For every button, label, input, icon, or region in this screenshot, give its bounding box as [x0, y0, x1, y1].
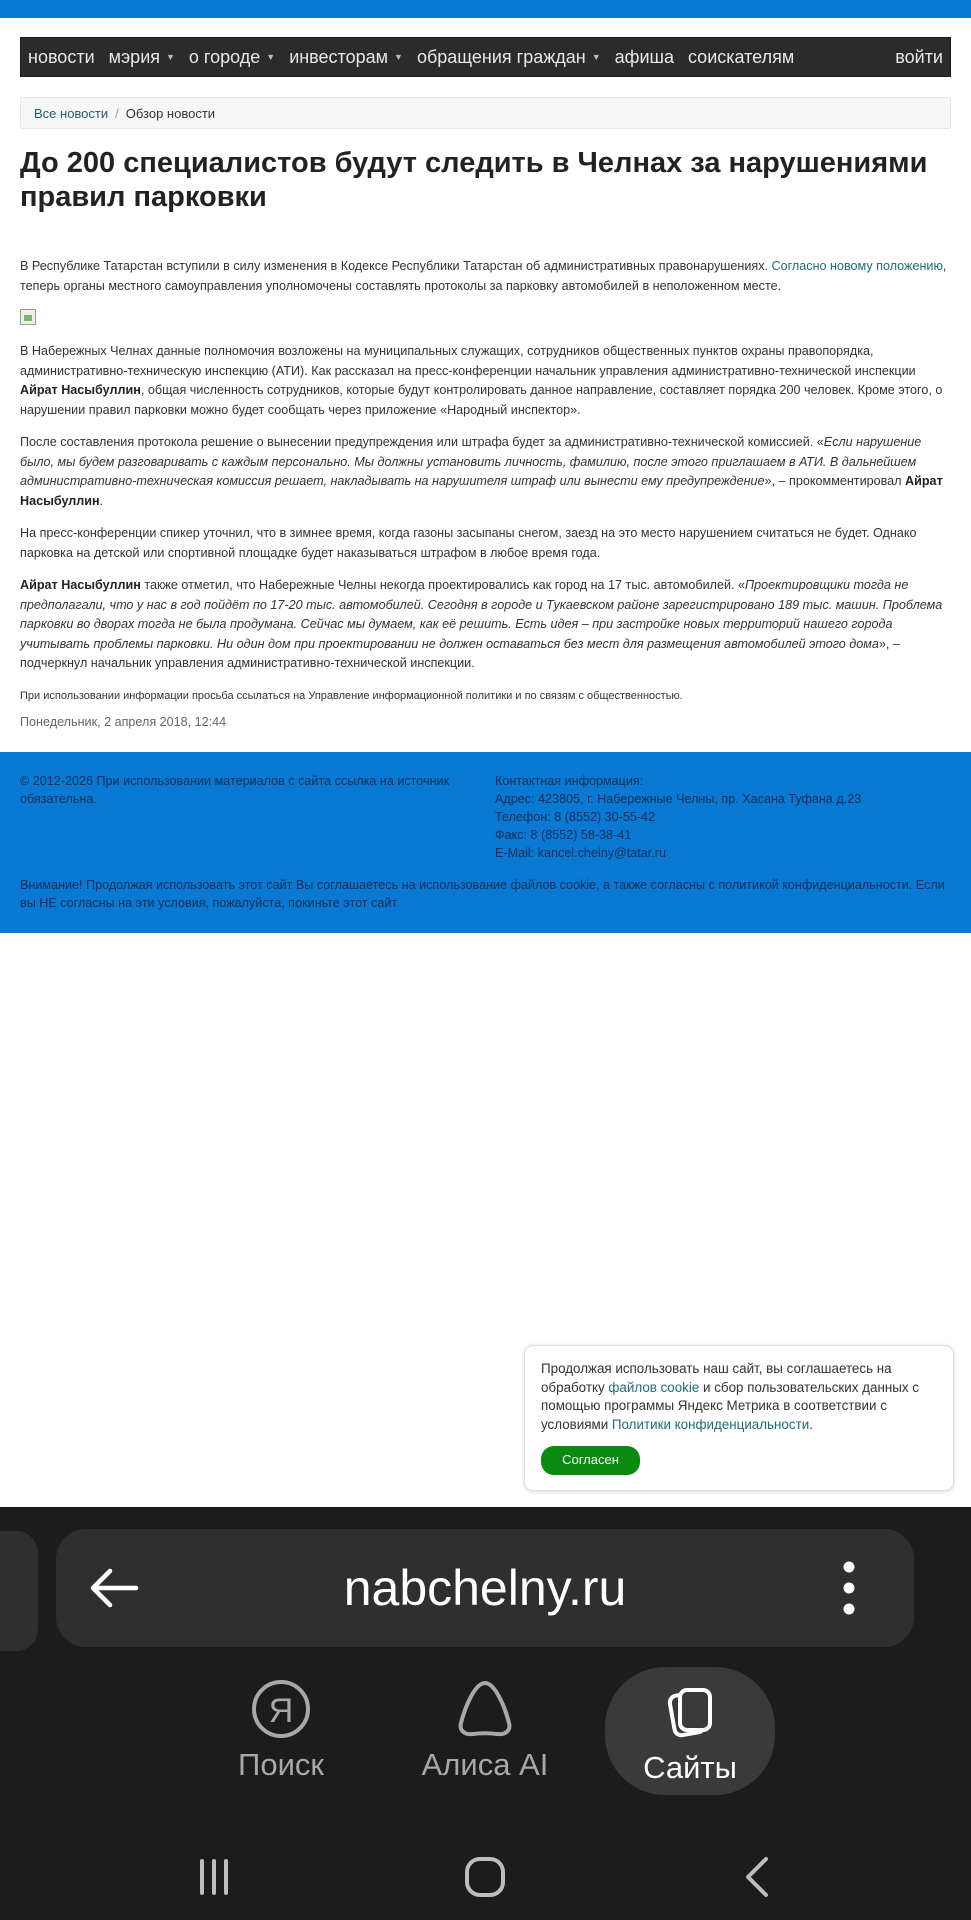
p2-text: В Набережных Челнах данные полномочия возложены на муниципальных служащих, сотрудников общественных пунктов охраны правопорядка, административно-техническую инспекцию (АТИ). Как рассказал на пресс-конференции начальник управления административно-технической инспекции [20, 344, 916, 378]
contacts-fax: Факс: 8 (8552) 58-38-41 [495, 828, 632, 842]
breadcrumb-current: Обзор новости [125, 105, 216, 121]
nav-item-events[interactable] [608, 47, 681, 68]
article-paragraph-1 [20, 257, 955, 296]
cookie-consent-popup [524, 1345, 954, 1491]
footer-contacts [495, 772, 955, 862]
regulation-link[interactable]: Согласно новому положению [771, 259, 943, 273]
caret-down-icon: ▼ [266, 52, 276, 62]
p1-tail: , теперь органы местного самоуправления уполномочены составлять протоколы за парковку автомобилей в неположенном месте. [20, 259, 947, 293]
accept-cookie-button[interactable]: Согласен [541, 1446, 640, 1475]
contacts-title: Контактная информация: [495, 774, 644, 788]
nav-item-jobs[interactable] [681, 47, 801, 68]
publish-date: Понедельник, 2 апреля 2018, 12:44 [20, 715, 227, 729]
tab-label: Поиск [238, 1747, 324, 1782]
main-navigation [20, 37, 951, 77]
alice-icon [453, 1677, 517, 1741]
nav-item-investors[interactable] [282, 47, 410, 68]
p2-tail: , общая численность сотрудников, которые будут контролировать данное направление, составляет порядка 200 человек. Кроме этого, о нарушении правил парковки можно будет сообщать через приложение «Народный инспектор». [20, 383, 943, 417]
attribution-note: При использовании информации просьба ссылаться на Управление информационной политики и по связям с общественностью. [20, 689, 683, 702]
p3-end: . [99, 493, 104, 508]
speaker-name: Айрат Насыбуллин [20, 474, 943, 508]
site-footer [0, 752, 971, 933]
tab-alice[interactable] [400, 1677, 570, 1787]
yandex-search-icon [249, 1677, 313, 1741]
cookie-files-link[interactable]: файлов cookie [608, 1379, 700, 1395]
nav-item-mayoralty[interactable] [102, 47, 182, 68]
contacts-phone: Телефон: 8 (8552) 30-55-42 [495, 810, 656, 824]
top-accent-bar [0, 0, 971, 18]
nav-item-label: о городе [188, 46, 261, 67]
nav-item-label: афиша [614, 46, 674, 67]
p1-text: В Республике Татарстан вступили в силу изменения в Кодексе Республики Татарстан об административных правонарушениях. [20, 259, 772, 273]
footer-copyright: © 2012-2026 При использовании материалов с сайта ссылка на источник обязательна. [20, 774, 450, 806]
address-bar[interactable] [56, 1529, 914, 1647]
tab-label: Сайты [643, 1750, 737, 1785]
breadcrumb-separator: / [115, 105, 119, 121]
p5-quote: Проектировщики тогда не предполагали, что у нас в год пойдёт по 17-20 тыс. автомобилей. Сегодня в городе и Тукаевском районе зарегистрировано 189 тыс. машин. Проблема парковки во дворах тогда не была продумана. Сейчас мы думаем, как её решить. Есть идея – при застройке новых территорий нашего города учитывать проблемы парковки. Ни один дом при проектировании не должен оставаться без мест для размещения автомобилей этого дома [20, 578, 943, 651]
cookie-text: и сбор пользовательских данных с помощью программы Яндекс Метрика в соответствии с условиями [541, 1379, 919, 1432]
nav-item-about-city[interactable] [182, 47, 282, 68]
p3-text: После составления протокола решение о вынесении предупреждения или штрафа будет за административно-технической комиссией. « [20, 435, 824, 449]
nav-item-appeals[interactable] [410, 47, 608, 68]
contacts-email: E-Mail: kancel.chelny@tatar.ru [495, 846, 666, 860]
system-back-icon[interactable] [728, 1847, 788, 1907]
cookie-text: Продолжая использовать наш сайт, вы соглашаетесь на обработку [541, 1361, 892, 1395]
speaker-name: Айрат Насыбуллин [20, 383, 141, 397]
nav-item-news[interactable] [21, 47, 102, 68]
speaker-name: Айрат Насыбуллин [20, 578, 141, 592]
p5-tail: », – подчеркнул начальник управления административно-технической инспекции. [20, 636, 900, 670]
browser-tab-bar [0, 1667, 971, 1807]
breadcrumb-all-news-link[interactable]: Все новости [34, 105, 109, 121]
article-paragraph-5 [20, 576, 955, 674]
back-arrow-icon[interactable] [86, 1560, 142, 1616]
login-label: войти [895, 46, 943, 67]
caret-down-icon: ▼ [394, 52, 403, 62]
article-body [20, 257, 955, 733]
privacy-policy-link[interactable]: Политики конфиденциальности [611, 1416, 810, 1432]
address-bar-domain[interactable]: nabchelny.ru [343, 1560, 627, 1616]
nav-item-label: мэрия [108, 46, 160, 67]
breadcrumb [20, 97, 951, 129]
article-paragraph-4: На пресс-конференции спикер уточнил, что в зимнее время, когда газоны засыпаны снегом, заезд на это место нарушением считаться не будет. Однако парковка на детской или спортивной площадке будет наказываться штрафом в любое время года. [20, 526, 917, 560]
article-paragraph-2 [20, 342, 955, 420]
p3-quote: Если нарушение было, мы будем разговаривать с каждым персонально. Мы должны установить личность, фамилию, после этого приглашаем в АТИ. В дальнейшем административно-техническая комиссия решает, накладывать на нарушителя штраф или вынести ему предупреждение [20, 435, 922, 488]
nav-item-label: обращения граждан [416, 46, 586, 67]
nav-item-label: новости [28, 46, 95, 67]
more-menu-icon[interactable] [842, 1558, 856, 1618]
contacts-address: Адрес: 423805, г. Набережные Челны, пр. Хасана Туфана д.23 [495, 792, 862, 806]
tab-sites[interactable] [605, 1667, 775, 1795]
home-icon[interactable] [455, 1847, 515, 1907]
footer-cookie-warning: Внимание! Продолжая использовать этот сайт Вы соглашаетесь на использование файлов cookie, а также согласны с политикой конфиденциальности. Если вы НЕ согласны на эти условия, пожалуйста, покиньте этот сайт [20, 878, 945, 910]
svg-text:Я: Я [268, 1692, 294, 1730]
caret-down-icon: ▼ [591, 52, 601, 62]
system-navigation-bar [0, 1847, 971, 1920]
login-link[interactable] [888, 47, 950, 68]
article-title: До 200 специалистов будут следить в Челнах за нарушениями правил парковки [20, 147, 928, 213]
tab-search[interactable] [196, 1677, 366, 1787]
p5-text: также отметил, что Набережные Челны некогда проектировались как город на 17 тыс. автомобилей. « [140, 578, 746, 592]
nav-item-label: инвесторам [289, 46, 389, 67]
sites-icon [658, 1680, 722, 1744]
browser-bottom-panel [0, 1507, 971, 1920]
broken-image-icon [20, 309, 36, 325]
tab-label: Алиса AI [421, 1747, 549, 1782]
recent-apps-icon[interactable] [184, 1847, 244, 1907]
caret-down-icon: ▼ [166, 52, 175, 62]
p3-mid: », – прокомментировал [764, 474, 906, 488]
article-paragraph-3 [20, 433, 955, 511]
previous-tab-edge[interactable] [0, 1531, 38, 1651]
cookie-text: . [809, 1416, 813, 1432]
nav-item-label: соискателям [687, 46, 795, 67]
